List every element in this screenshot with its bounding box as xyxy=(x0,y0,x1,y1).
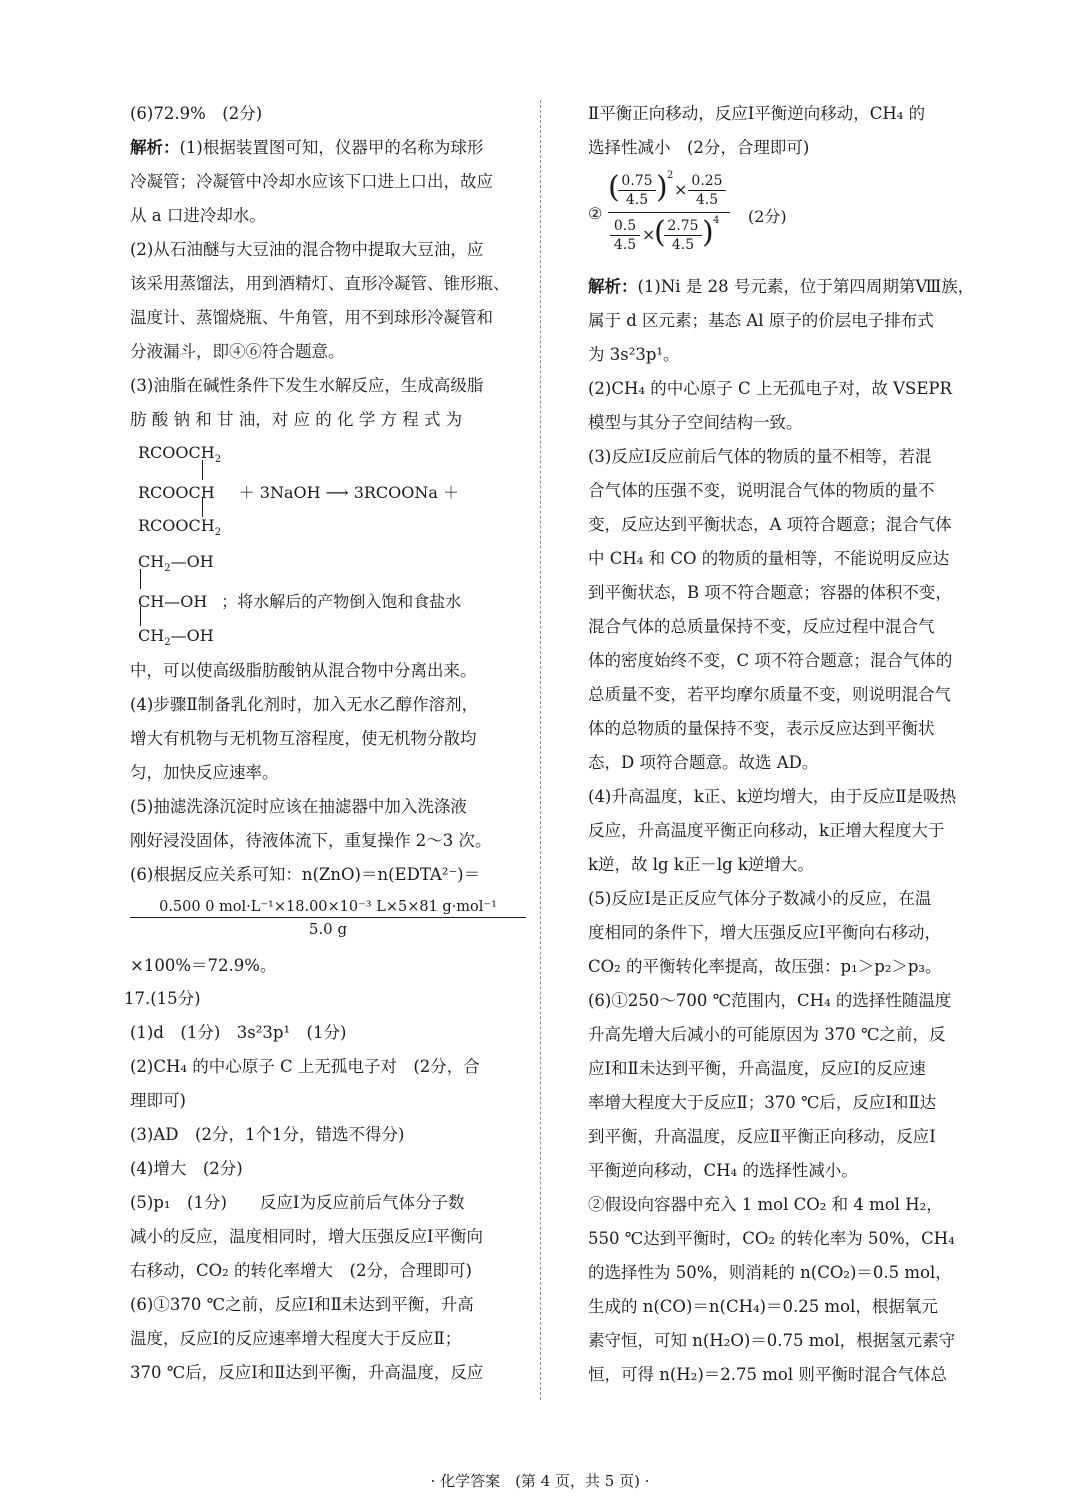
answer-16-6: (6)72.9% (2分) xyxy=(130,104,263,123)
text-line: 合气体的压强不变，说明混合气体的物质的量不 xyxy=(588,481,935,500)
text-line: 反应，升高温度平衡正向移动，k正增大程度大于 xyxy=(588,821,945,840)
times-sign: × xyxy=(642,225,656,244)
text: (1)Ni 是 28 号元素，位于第四周期第Ⅷ族， xyxy=(637,277,975,296)
text-line: 度相同的条件下，增大压强反应Ⅰ平衡向右移动， xyxy=(588,923,942,942)
analysis-line xyxy=(130,137,483,159)
text-line: 分液漏斗，即④⑥符合题意。 xyxy=(130,342,345,361)
text-line: 550 ℃达到平衡时，CO₂ 的转化率为 50%，CH₄ xyxy=(588,1229,955,1248)
text-line: 生成的 n(CO)＝n(CH₄)＝0.25 mol，根据氧元 xyxy=(588,1297,938,1316)
times-sign: × xyxy=(674,180,688,199)
exponent: 2 xyxy=(667,170,674,181)
column-divider xyxy=(540,100,541,1400)
glycerol-row-3: $CH_2—OH$ xyxy=(138,626,214,649)
text-line: 肪 酸 钠 和 甘 油，对 应 的 化 学 方 程 式 为 xyxy=(130,410,463,429)
question-17-header: 17.(15分) xyxy=(124,989,201,1008)
text-line: 的选择性为 50%，则消耗的 n(CO₂)＝0.5 mol， xyxy=(588,1263,952,1282)
text-line: 右移动，CO₂ 的转化率增大 (2分，合理即可) xyxy=(130,1261,472,1280)
text-line: 增大有机物与无机物互溶程度，使无机物分散均 xyxy=(130,729,477,748)
yield-fraction xyxy=(130,897,526,940)
text-line: 素守恒，可知 n(H₂O)＝0.75 mol，根据氢元素守 xyxy=(588,1331,956,1350)
analysis-label: 解析： xyxy=(130,138,180,157)
answer-17-5: (5)p₁ (1分) 反应Ⅰ为反应前后气体分子数 xyxy=(130,1193,465,1212)
text-line: (3)油脂在碱性条件下发生水解反应，生成高级脂 xyxy=(130,376,484,395)
glycerol-row-1: $CH_2—OH$ xyxy=(138,552,214,575)
answer-17-4: (4)增大 (2分) xyxy=(130,1159,243,1178)
text-line: (4)升高温度，k正、k逆均增大，由于反应Ⅱ是吸热 xyxy=(588,787,957,806)
text-line: 中，可以使高级脂肪酸钠从混合物中分离出来。 xyxy=(130,661,477,680)
text-line: 匀，加快反应速率。 xyxy=(130,763,279,782)
main-fraction xyxy=(608,168,730,259)
text-line: 温度，反应Ⅰ的反应速率增大程度大于反应Ⅱ； xyxy=(130,1329,462,1348)
score: (2分) xyxy=(748,207,787,226)
text-line: (4)步骤Ⅱ制备乳化剂时，加入无水乙醇作溶剂， xyxy=(130,695,479,714)
text-line: 选择性减小 (2分，合理即可) xyxy=(588,138,810,157)
text-line: 混合气体的总质量保持不变，反应过程中混合气 xyxy=(588,617,935,636)
text-line: 变，反应达到平衡状态，A 项符合题意；混合气体 xyxy=(588,515,952,534)
text-line: 该采用蒸馏法，用到酒精灯、直形冷凝管、锥形瓶、 xyxy=(130,274,510,293)
ester-row-1: $RCOOCH_2$ xyxy=(138,443,222,466)
bond xyxy=(140,606,141,626)
main-denominator: 0.5 4.5 × ( 2.75 4.5 ) 4 xyxy=(608,213,730,259)
analysis-label: 解析： xyxy=(588,277,638,296)
text-line: 370 ℃后，反应Ⅰ和Ⅱ达到平衡，升高温度，反应 xyxy=(130,1363,484,1382)
text-line: (3)反应Ⅰ反应前后气体的物质的量不相等，若混 xyxy=(588,447,932,466)
answer-17-2: (2)CH₄ 的中心原子 C 上无孤电子对 (2分，合 xyxy=(130,1057,480,1076)
equilibrium-constant-expression xyxy=(588,168,988,263)
item-marker: ② xyxy=(588,204,603,223)
fraction-d: 2.75 4.5 xyxy=(664,217,702,254)
text-line: 模型与其分子空间结构一致。 xyxy=(588,413,803,432)
text-line: 刚好浸没固体，待液体流下，重复操作 2～3 次。 xyxy=(130,831,492,850)
text-line: 从 a 口进冷却水。 xyxy=(130,206,266,225)
text-line: (5)反应Ⅰ是正反应气体分子数减小的反应，在温 xyxy=(588,889,932,908)
text-line: 到平衡状态，B 项不符合题意；容器的体积不变， xyxy=(588,583,952,602)
text-line: 平衡逆向移动，CH₄ 的选择性减小。 xyxy=(588,1161,858,1180)
text-line: 到平衡，升高温度，反应Ⅱ平衡正向移动，反应Ⅰ xyxy=(588,1127,936,1146)
text-line: 减小的反应，温度相同时，增大压强反应Ⅰ平衡向 xyxy=(130,1227,484,1246)
text-line: 升高先增大后减小的可能原因为 370 ℃之前，反 xyxy=(588,1025,946,1044)
text-line: 率增大程度大于反应Ⅱ；370 ℃后，反应Ⅰ和Ⅱ达 xyxy=(588,1093,937,1112)
exponent: 4 xyxy=(713,215,720,226)
text-line: 冷凝管；冷凝管中冷却水应该下口进上口出，故应 xyxy=(130,172,493,191)
ester-row-2: RCOOCH ＋ 3NaOH ⟶ 3RCOONa ＋ xyxy=(138,483,460,502)
text-line: 温度计、蒸馏烧瓶、牛角管，用不到球形冷凝管和 xyxy=(130,308,493,327)
bond xyxy=(140,569,141,589)
text-line: (2)CH₄ 的中心原子 C 上无孤电子对，故 VSEPR xyxy=(588,379,952,398)
ester-row-3: $RCOOCH_2$ xyxy=(138,516,222,539)
text-line: 态，D 项符合题意。故选 AD。 xyxy=(588,753,819,772)
analysis-line xyxy=(588,276,974,298)
text-line: CO₂ 的平衡转化率提高，故压强：p₁＞p₂＞p₃。 xyxy=(588,957,942,976)
text-line: Ⅱ平衡正向移动，反应Ⅰ平衡逆向移动，CH₄ 的 xyxy=(588,104,926,123)
page-footer: · 化学答案 (第 4 页，共 5 页) · xyxy=(430,1472,650,1490)
text-line: 属于 d 区元素；基态 Al 原子的价层电子排布式 xyxy=(588,311,934,330)
fraction-denominator: 5.0 g xyxy=(308,920,348,938)
fraction-b: 0.25 4.5 xyxy=(688,172,726,209)
text-line: 体的密度始终不变，C 项不符合题意；混合气体的 xyxy=(588,651,953,670)
text-line: 恒，可得 n(H₂)＝2.75 mol 则平衡时混合气体总 xyxy=(588,1365,947,1384)
text-line: 体的总物质的量保持不变，表示反应达到平衡状 xyxy=(588,719,935,738)
text-line: ×100%＝72.9%。 xyxy=(130,956,277,975)
text-line: 应Ⅰ和Ⅱ未达到平衡，升高温度，反应Ⅰ的反应速 xyxy=(588,1059,926,1078)
bond xyxy=(202,460,203,480)
text-line: (5)抽滤洗涤沉淀时应该在抽滤器中加入洗涤液 xyxy=(130,797,467,816)
answer-17-6: (6)①370 ℃之前，反应Ⅰ和Ⅱ未达到平衡，升高 xyxy=(130,1295,474,1314)
text-line: (6)①250～700 ℃范围内，CH₄ 的选择性随温度 xyxy=(588,991,952,1010)
bond xyxy=(202,497,203,517)
text: (1)根据装置图可知，仪器甲的名称为球形 xyxy=(179,138,484,157)
answer-17-1: (1)d (1分) 3s²3p¹ (1分) xyxy=(130,1023,347,1042)
text-line: ②假设向容器中充入 1 mol CO₂ 和 4 mol H₂， xyxy=(588,1195,943,1214)
fraction-c: 0.5 4.5 xyxy=(610,217,640,254)
fraction-numerator: 0.500 0 mol·L⁻¹×18.00×10⁻³ L×5×81 g·mol⁻¹ xyxy=(159,899,497,915)
text-line: 中 CH₄ 和 CO 的物质的量相等，不能说明反应达 xyxy=(588,549,950,568)
text-line: 理即可) xyxy=(130,1091,186,1110)
answer-17-3: (3)AD (2分，1个1分，错选不得分) xyxy=(130,1125,405,1144)
fraction-a: 0.75 4.5 xyxy=(618,172,656,209)
text-line: 为 3s²3p¹。 xyxy=(588,345,680,364)
text-line: (6)根据反应关系可知：n(ZnO)＝n(EDTA²⁻)＝ xyxy=(130,865,481,884)
text-line: k逆，故 lg k正－lg k逆增大。 xyxy=(588,855,814,874)
glycerol-row-2: CH—OH ；将水解后的产物倒入饱和食盐水 xyxy=(138,592,462,611)
text-line: 总质量不变，若平均摩尔质量不变，则说明混合气 xyxy=(588,685,951,704)
text-line: (2)从石油醚与大豆油的混合物中提取大豆油，应 xyxy=(130,240,484,259)
main-numerator: ( 0.75 4.5 ) 2 × 0.25 4.5 xyxy=(608,168,730,212)
